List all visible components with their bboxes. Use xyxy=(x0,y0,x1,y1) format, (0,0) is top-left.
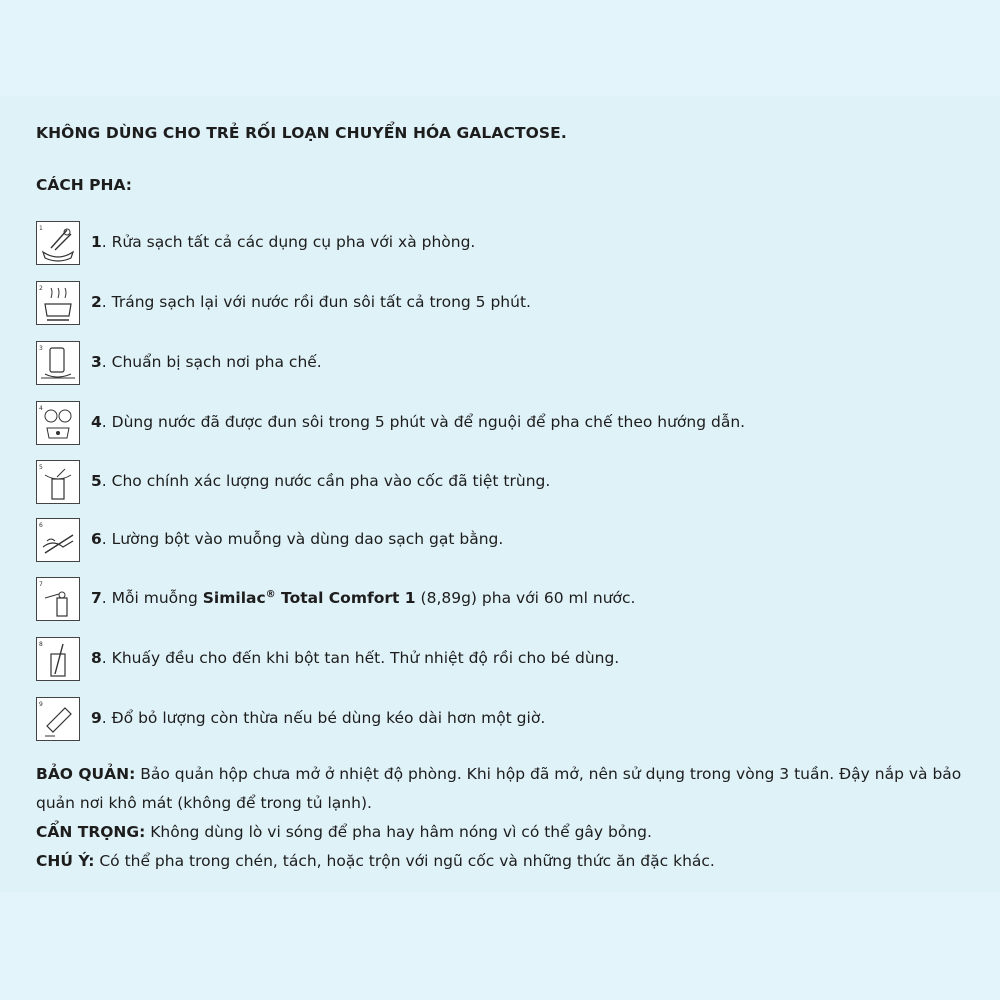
svg-text:5: 5 xyxy=(39,464,43,471)
add-powder-icon xyxy=(36,577,80,621)
kettle-cooling-icon xyxy=(36,401,80,445)
svg-text:8: 8 xyxy=(39,641,43,648)
galactose-warning: KHÔNG DÙNG CHO TRẺ RỐI LOẠN CHUYỂN HÓA GALACTOSE. xyxy=(36,124,567,142)
storage-note: BẢO QUẢN: Bảo quản hộp chưa mở ở nhiệt độ phòng. Khi hộp đã mở, nên sử dụng trong vòng 3 tuần. Đậy nắp và bảo quản nơi khô mát (không để trong tủ lạnh). xyxy=(36,765,962,812)
step-8: 8 8. Khuấy đều cho đến khi bột tan hết. Thử nhiệt độ rồi cho bé dùng. xyxy=(36,637,976,681)
stir-cup-icon xyxy=(36,637,80,681)
clean-surface-icon xyxy=(36,341,80,385)
svg-text:6: 6 xyxy=(39,522,43,529)
remark-note: CHÚ Ý: Có thể pha trong chén, tách, hoặc trộn với ngũ cốc và những thức ăn đặc khác. xyxy=(36,852,715,870)
level-scoop-icon xyxy=(36,518,80,562)
washing-utensils-icon xyxy=(36,221,80,265)
step-5: 5 5. Cho chính xác lượng nước cần pha vào cốc đã tiệt trùng. xyxy=(36,460,976,504)
step-6: 6 6. Lường bột vào muỗng và dùng dao sạch gạt bằng. xyxy=(36,518,976,562)
discard-leftover-icon xyxy=(36,697,80,741)
step-7: 7 7. Mỗi muỗng Similac® Total Comfort 1 (8,89g) pha với 60 ml nước. xyxy=(36,577,976,621)
step-1: 1 1. Rửa sạch tất cả các dụng cụ pha với xà phòng. xyxy=(36,221,976,265)
svg-text:9: 9 xyxy=(39,701,43,708)
caution-note: CẨN TRỌNG: Không dùng lò vi sóng để pha hay hâm nóng vì có thể gây bỏng. xyxy=(36,823,652,841)
svg-text:1: 1 xyxy=(39,225,43,232)
step-2: 2 2. Tráng sạch lại với nước rồi đun sôi tất cả trong 5 phút. xyxy=(36,281,976,325)
step-9: 9 9. Đổ bỏ lượng còn thừa nếu bé dùng kéo dài hơn một giờ. xyxy=(36,697,976,741)
pour-water-icon xyxy=(36,460,80,504)
notes-section xyxy=(36,760,986,876)
boiling-pot-icon xyxy=(36,281,80,325)
svg-text:2: 2 xyxy=(39,285,43,292)
step-4: 4 4. Dùng nước đã được đun sôi trong 5 phút và để nguội để pha chế theo hướng dẫn. xyxy=(36,401,976,445)
step-3: 3 3. Chuẩn bị sạch nơi pha chế. xyxy=(36,341,976,385)
svg-text:3: 3 xyxy=(39,345,43,352)
svg-text:7: 7 xyxy=(39,581,43,588)
svg-text:4: 4 xyxy=(39,405,43,412)
preparation-heading: CÁCH PHA: xyxy=(36,176,132,194)
